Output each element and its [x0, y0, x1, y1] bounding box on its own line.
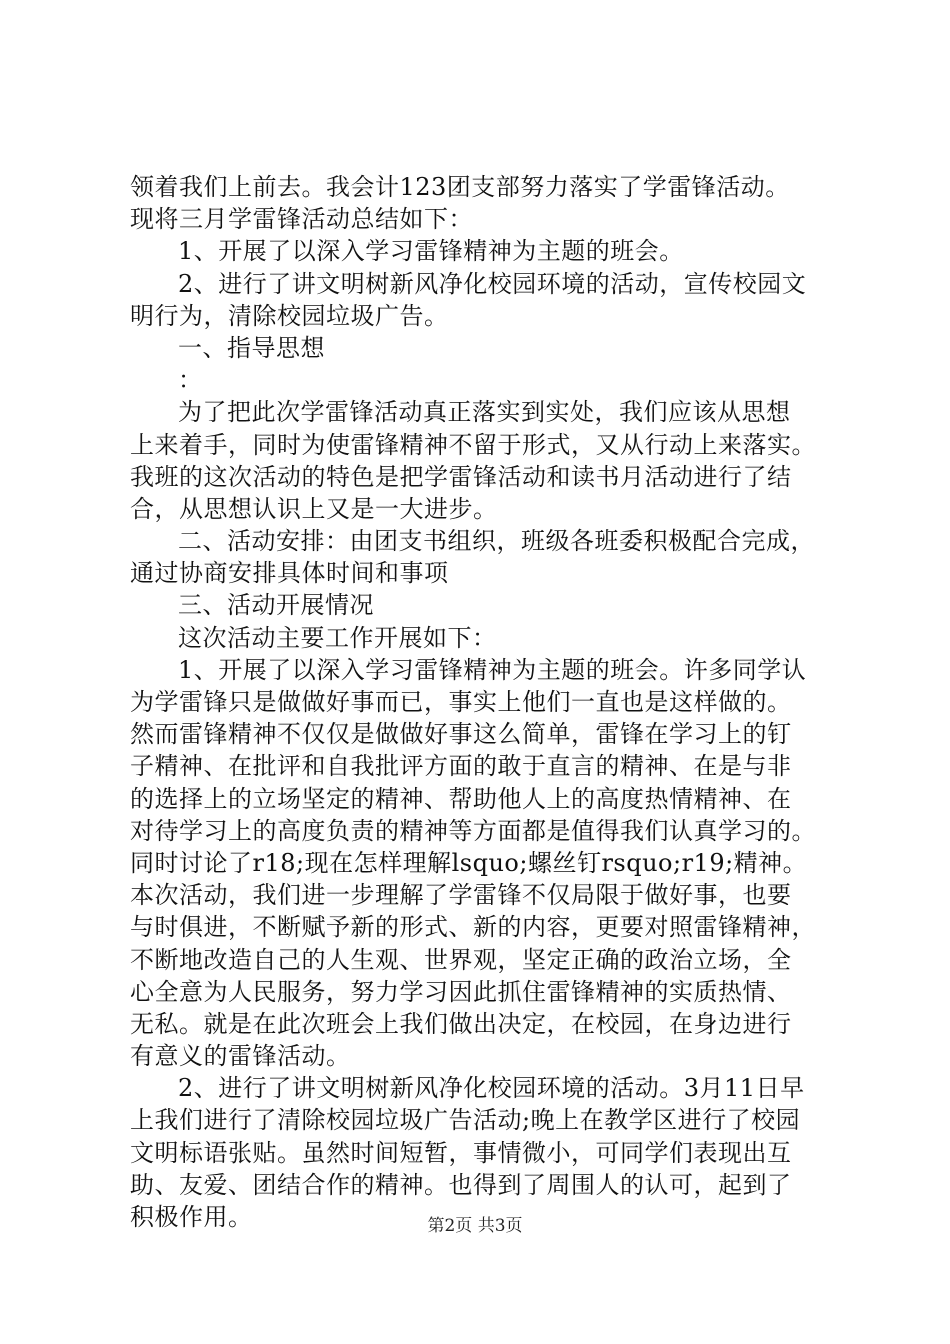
- text-line: 二、活动安排：由团支书组织，班级各班委积极配合完成，: [178, 527, 815, 556]
- page-number-footer: 第2页 共3页: [427, 1216, 523, 1236]
- text-line: 对待学习上的高度负责的精神等方面都是值得我们认真学习的。: [130, 816, 816, 845]
- text-line: 为了把此次学雷锋活动真正落实到实处，我们应该从思想: [178, 398, 791, 427]
- text-line: 助、友爱、团结合作的精神。也得到了周围人的认可，起到了: [130, 1170, 792, 1199]
- text-line: 然而雷锋精神不仅仅是做做好事这么简单，雷锋在学习上的钉: [130, 720, 792, 749]
- text-line: 2、进行了讲文明树新风净化校园环境的活动，宣传校园文: [178, 269, 807, 298]
- text-line: 我班的这次活动的特色是把学雷锋活动和读书月活动进行了结: [130, 462, 792, 491]
- text-line: 上我们进行了清除校园垃圾广告活动;晚上在教学区进行了校园: [130, 1106, 801, 1135]
- text-line: 不断地改造自己的人生观、世界观，坚定正确的政治立场，全: [130, 945, 792, 974]
- text-line: ：: [178, 366, 203, 395]
- text-line: 三、活动开展情况: [178, 591, 374, 620]
- text-line: 的选择上的立场坚定的精神、帮助他人上的高度热情精神、在: [130, 784, 792, 813]
- text-line: 心全意为人民服务，努力学习因此抓住雷锋精神的实质热情、: [130, 977, 792, 1006]
- text-line: 无私。就是在此次班会上我们做出决定，在校园，在身边进行: [130, 1009, 792, 1038]
- text-line: 2、进行了讲文明树新风净化校园环境的活动。3月11日早: [178, 1074, 805, 1103]
- text-line: 积极作用。: [130, 1203, 253, 1231]
- text-line: 有意义的雷锋活动。: [130, 1042, 351, 1071]
- text-line: 现将三月学雷锋活动总结如下：: [130, 205, 473, 234]
- text-line: 为学雷锋只是做做好事而已，事实上他们一直也是这样做的。: [130, 688, 792, 716]
- text-line: 一、指导思想: [178, 333, 325, 362]
- text-line: 与时俱进，不断赋予新的形式、新的内容，更要对照雷锋精神，: [130, 913, 816, 942]
- text-line: 合，从思想认识上又是一大进步。: [130, 494, 498, 523]
- text-line: 同时讨论了r18;现在怎样理解lsquo;螺丝钉rsquo;r19;精神。: [130, 848, 808, 877]
- text-line: 1、开展了以深入学习雷锋精神为主题的班会。: [178, 237, 684, 266]
- text-line: 上来着手，同时为使雷锋精神不留于形式，又从行动上来落实。: [130, 430, 816, 459]
- text-line: 文明标语张贴。虽然时间短暂，事情微小，可同学们表现出互: [130, 1138, 792, 1167]
- text-line: 这次活动主要工作开展如下：: [178, 623, 497, 652]
- text-line: 1、开展了以深入学习雷锋精神为主题的班会。许多同学认: [178, 655, 807, 684]
- document-body: [130, 171, 840, 1233]
- text-line: 通过协商安排具体时间和事项: [130, 559, 449, 588]
- text-line: 子精神、在批评和自我批评方面的敢于直言的精神、在是与非: [130, 752, 792, 781]
- text-line: 明行为，清除校园垃圾广告。: [130, 301, 449, 330]
- text-line: 本次活动，我们进一步理解了学雷锋不仅局限于做好事，也要: [130, 881, 792, 910]
- text-line: 领着我们上前去。我会计123团支部努力落实了学雷锋活动。: [130, 173, 790, 201]
